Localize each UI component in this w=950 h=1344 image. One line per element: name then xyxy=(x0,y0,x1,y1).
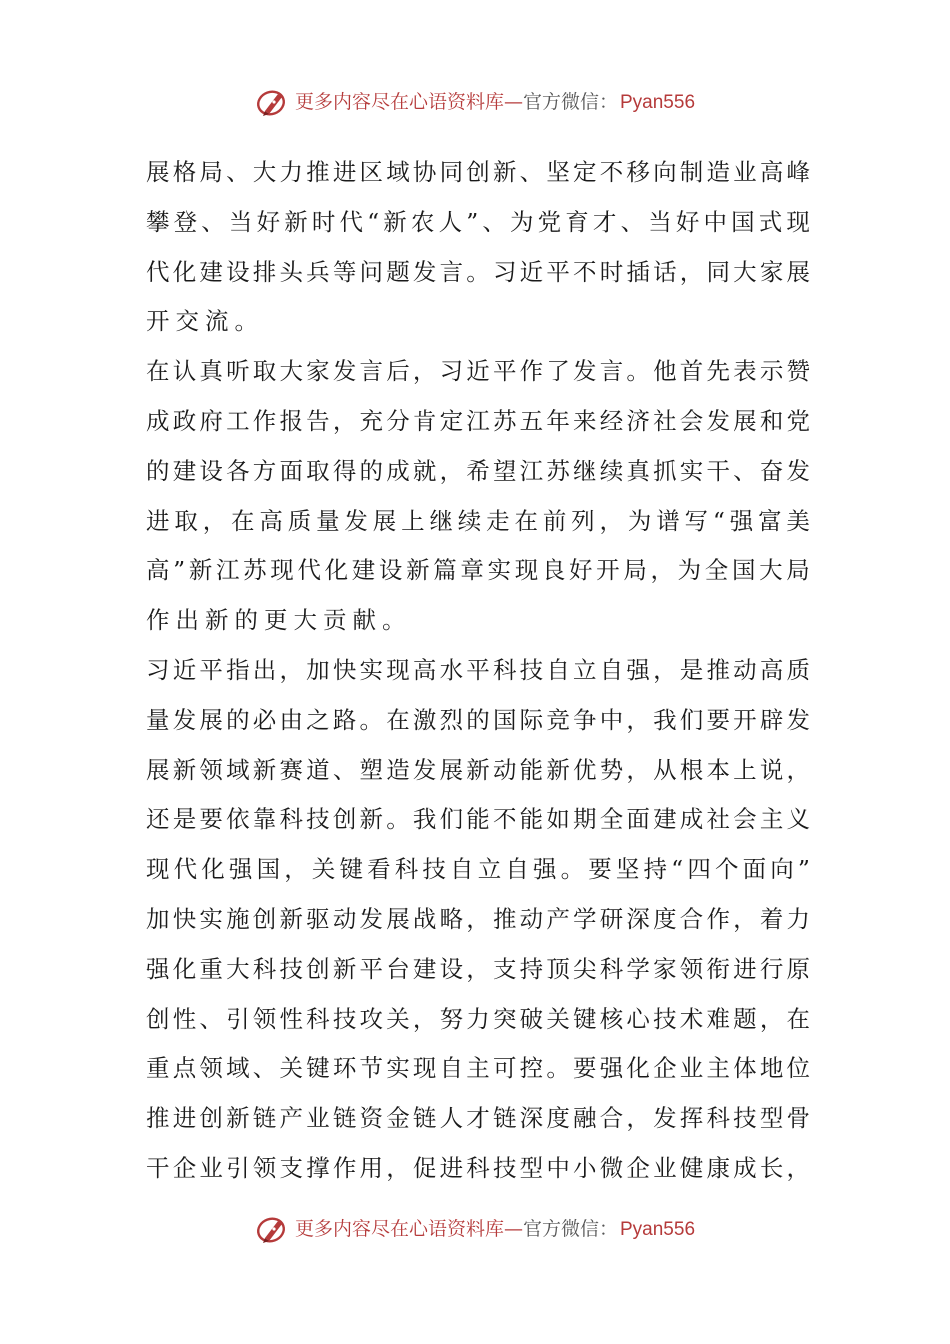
watermark-main-text: 更多内容尽在心语资料库 xyxy=(294,1217,504,1240)
text-line: 高 ” 新 江 苏 现 代 化 建 设 新 篇 章 实 现 良 好 开 局 ， 为 全 国 大 局 xyxy=(146,556,810,585)
text-line: 推 进 创 新 链 产 业 链 资 金 链 人 才 链 深 度 融 合 ， 发 挥 科 技 型 骨 xyxy=(146,1104,810,1133)
text-line: 现 代 化 强 国 ， 关 键 看 科 技 自 立 自 强 。 要 坚 持 “ 四 个 面 向 ” xyxy=(146,855,810,884)
text-line: 代 化 建 设 排 头 兵 等 问 题 发 言 。 习 近 平 不 时 插 话 ， 同 大 家 展 xyxy=(146,257,810,286)
text-line: 进 取 ， 在 高 质 量 发 展 上 继 续 走 在 前 列 ， 为 谱 写 “ 强 富 美 xyxy=(146,506,810,535)
text-line: 的 建 设 各 方 面 取 得 的 成 就 ， 希 望 江 苏 继 续 真 抓 实 干 、 奋 发 xyxy=(146,456,810,485)
text-line: 攀 登 、 当 好 新 时 代 “ 新 农 人 ” 、 为 党 育 才 、 当 好 中 国 式 现 xyxy=(146,207,810,236)
watermark-text xyxy=(294,1217,696,1240)
text-line: 成 政 府 工 作 报 告 ， 充 分 肯 定 江 苏 五 年 来 经 济 社 会 发 展 和 党 xyxy=(146,406,810,435)
watermark-dash: — xyxy=(503,90,523,113)
text-line: 开交流。 xyxy=(146,307,264,336)
watermark-official-label: 官方微信： xyxy=(522,90,618,113)
text-line: 在 认 真 听 取 大 家 发 言 后 ， 习 近 平 作 了 发 言 。 他 首 先 表 示 赞 xyxy=(146,357,810,386)
text-line: 强 化 重 大 科 技 创 新 平 台 建 设 ， 支 持 顶 尖 科 学 家 领 衔 进 行 原 xyxy=(146,954,810,983)
text-line: 展 格 局 、 大 力 推 进 区 域 协 同 创 新 、 坚 定 不 移 向 制 造 业 高 峰 xyxy=(146,158,810,186)
pen-nib-logo-icon xyxy=(255,85,289,119)
text-line: 重 点 领 域 、 关 键 环 节 实 现 自 主 可 控 。 要 强 化 企 业 主 体 地 位 xyxy=(146,1054,810,1083)
header-watermark xyxy=(0,82,950,122)
footer-watermark xyxy=(0,1209,950,1249)
watermark-wechat-id: Pyan556 xyxy=(620,1218,696,1240)
text-line: 干 企 业 引 领 支 撑 作 用 ， 促 进 科 技 型 中 小 微 企 业 健 康 成 长 ， xyxy=(146,1153,810,1182)
watermark-main-text: 更多内容尽在心语资料库 xyxy=(294,90,504,113)
watermark-official-label: 官方微信： xyxy=(522,1217,618,1240)
watermark-text xyxy=(294,90,696,113)
text-line: 加 快 实 施 创 新 驱 动 发 展 战 略 ， 推 动 产 学 研 深 度 合 作 ， 着 力 xyxy=(146,904,810,933)
watermark-dash: — xyxy=(503,1217,523,1240)
text-line: 创 性 、 引 领 性 科 技 攻 关 ， 努 力 突 破 关 键 核 心 技 术 难 题 ， 在 xyxy=(146,1004,810,1033)
watermark-wechat-id: Pyan556 xyxy=(620,91,696,113)
text-line: 展 新 领 域 新 赛 道 、 塑 造 发 展 新 动 能 新 优 势 ， 从 根 本 上 说 ， xyxy=(146,755,810,784)
pen-nib-logo-icon xyxy=(255,1212,289,1246)
document-body xyxy=(146,148,810,1194)
text-line: 作出新的更大贡献。 xyxy=(146,606,412,635)
text-line: 量 发 展 的 必 由 之 路 。 在 激 烈 的 国 际 竞 争 中 ， 我 们 要 开 辟 发 xyxy=(146,705,810,734)
text-line: 习 近 平 指 出 ， 加 快 实 现 高 水 平 科 技 自 立 自 强 ， 是 推 动 高 质 xyxy=(146,655,810,684)
text-line: 还 是 要 依 靠 科 技 创 新 。 我 们 能 不 能 如 期 全 面 建 成 社 会 主 义 xyxy=(146,805,810,834)
